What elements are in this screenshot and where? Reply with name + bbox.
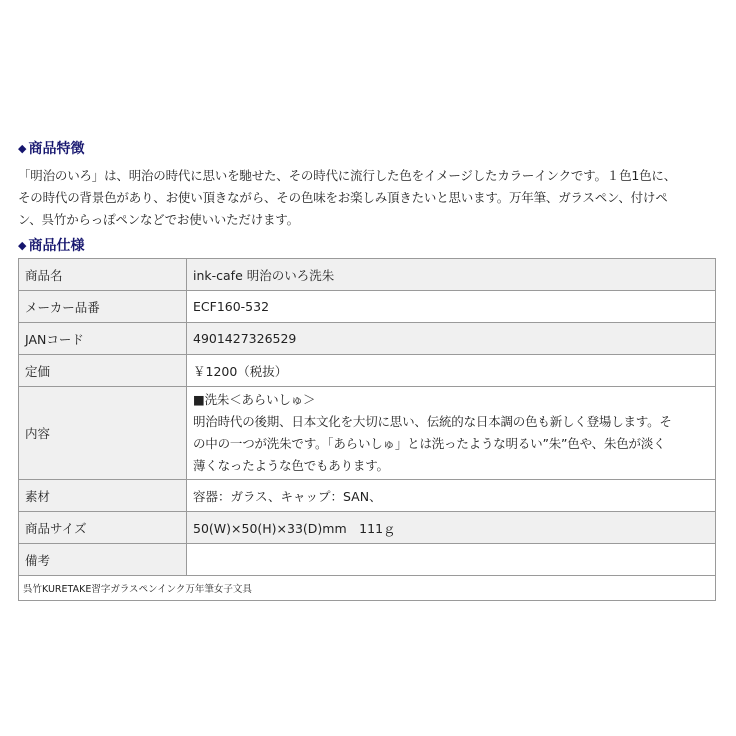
spec-heading xyxy=(18,235,716,255)
product-description xyxy=(18,138,716,601)
spec-value-content xyxy=(187,387,716,480)
table-row xyxy=(19,544,716,576)
features-text xyxy=(18,165,716,231)
features-line: その時代の背景色があり、お使い頂きながら、その色味をお楽しみ頂きたいと思います。万年筆、ガラスペン、付けペ xyxy=(18,190,668,205)
features-line: ン、呉竹からっぽペンなどでお使いいただけます。 xyxy=(18,212,299,227)
table-row xyxy=(19,512,716,544)
content-line: の中の一つが洗朱です。「あらいしゅ」とは洗ったような明るい”朱”色や、朱色が淡く xyxy=(193,436,666,451)
table-row xyxy=(19,355,716,387)
spec-heading-text: 商品仕様 xyxy=(28,238,85,254)
table-row xyxy=(19,291,716,323)
features-line: 「明治のいろ」は、明治の時代に思いを馳せた、その時代に流行した色をイメージしたカラーインクです。１色1色に、 xyxy=(18,168,677,183)
spec-value: 50(W)×50(H)×33(D)mm 111ｇ xyxy=(187,512,716,544)
spec-value xyxy=(187,544,716,576)
spec-label: JANコード xyxy=(19,323,187,355)
content-line: ■洗朱＜あらいしゅ＞ xyxy=(193,392,316,407)
spec-value: ink-cafe 明治のいろ洗朱 xyxy=(187,259,716,291)
spec-value: ￥1200（税抜） xyxy=(187,355,716,387)
features-heading xyxy=(18,138,716,158)
spec-label: 定価 xyxy=(19,355,187,387)
spec-label: 商品サイズ xyxy=(19,512,187,544)
table-row xyxy=(19,387,716,480)
spec-label: 素材 xyxy=(19,480,187,512)
table-row xyxy=(19,259,716,291)
content-line: 薄くなったような色でもあります。 xyxy=(193,458,389,473)
spec-value: 容器：ガラス、キャップ：SAN、 xyxy=(187,480,716,512)
spec-label: 内容 xyxy=(19,387,187,480)
footer-keywords: 呉竹KURETAKE習字ガラスペンインク万年筆女子文具 xyxy=(19,576,716,601)
spec-label: メーカー品番 xyxy=(19,291,187,323)
spec-table xyxy=(18,258,716,601)
features-heading-text: 商品特徴 xyxy=(28,141,85,157)
spec-value: 4901427326529 xyxy=(187,323,716,355)
spec-label: 備考 xyxy=(19,544,187,576)
spec-value: ECF160-532 xyxy=(187,291,716,323)
diamond-icon: ◆ xyxy=(18,141,27,155)
table-row xyxy=(19,323,716,355)
spec-label: 商品名 xyxy=(19,259,187,291)
diamond-icon: ◆ xyxy=(18,238,27,252)
table-row xyxy=(19,480,716,512)
content-line: 明治時代の後期、日本文化を大切に思い、伝統的な日本調の色も新しく登場します。そ xyxy=(193,414,672,429)
table-row-footer xyxy=(19,576,716,601)
